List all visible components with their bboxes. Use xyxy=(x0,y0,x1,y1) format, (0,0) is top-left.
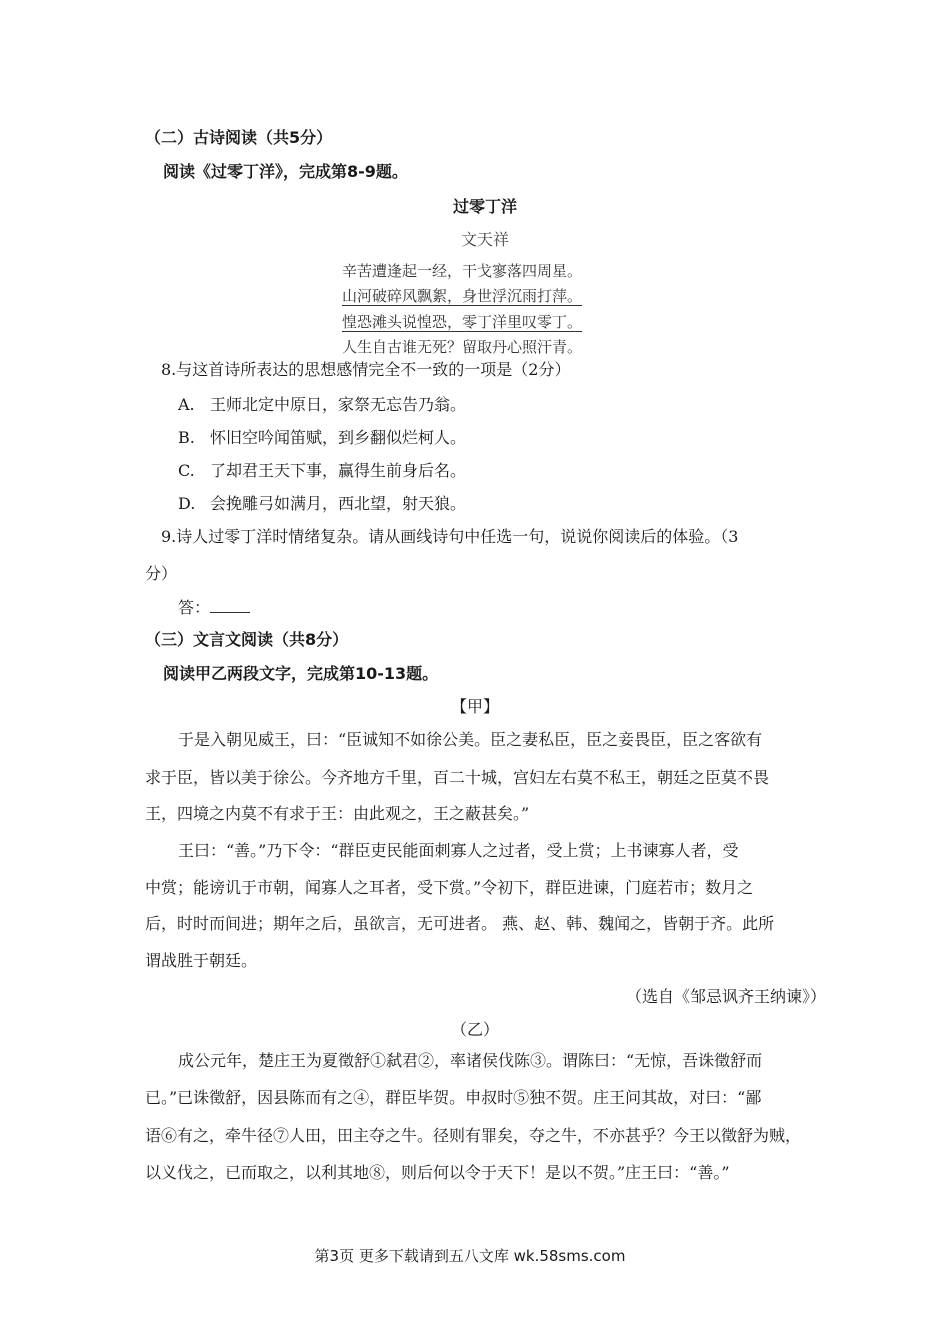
jia-source: （选自《邹忌讽齐王纳谏》） xyxy=(626,987,827,1006)
poem-line-4: 人生自古谁无死？留取丹心照汗青。 xyxy=(342,338,583,356)
answer-line xyxy=(178,597,250,619)
option-text: 了却君王天下事，赢得生前身后名。 xyxy=(210,461,467,480)
question-9-line-1: 9.诗人过零丁洋时情绪复杂。请从画线诗句中任选一句，说说你阅读后的体验。（3 xyxy=(161,527,739,546)
jia-line-4: 王曰：“善。”乃下令：“群臣吏民能面刺寡人之过者，受上赏；上书谏寡人者，受 xyxy=(178,841,739,860)
poem-line-1: 辛苦遭逢起一经，干戈寥落四周星。 xyxy=(342,262,583,280)
yi-line-3: 语⑥有之，牵牛径⑦人田，田主夺之牛。径则有罪矣，夺之牛，不亦甚乎？今王以徵舒为贼， xyxy=(145,1126,802,1145)
option-letter: C. xyxy=(178,461,195,480)
q8-option-a xyxy=(178,394,467,416)
yi-title: （乙） xyxy=(450,1020,499,1039)
option-letter: B. xyxy=(178,428,195,447)
question-8: 8.与这首诗所表达的思想感情完全不一致的一项是（2分） xyxy=(161,360,571,379)
jia-line-3: 王，四境之内莫不有求于王：由此观之，王之蔽甚矣。” xyxy=(145,804,530,823)
answer-blank[interactable] xyxy=(210,598,250,613)
page-footer: 第3页 更多下载请到五八文库 wk.58sms.com xyxy=(314,1247,626,1265)
option-letter: A. xyxy=(178,395,195,414)
section3-instruction: 阅读甲乙两段文字，完成第10-13题。 xyxy=(163,664,439,683)
q8-option-d xyxy=(178,493,467,515)
option-text: 会挽雕弓如满月，西北望，射天狼。 xyxy=(210,494,467,513)
poem-author: 文天祥 xyxy=(460,230,509,249)
jia-line-1: 于是入朝见威王，曰：“臣诚知不如徐公美。臣之妻私臣，臣之妾畏臣，臣之客欲有 xyxy=(178,730,763,749)
jia-title: 【甲】 xyxy=(450,697,499,716)
jia-line-5: 中赏；能谤讥于市朝，闻寡人之耳者，受下赏。”令初下，群臣进谏，门庭若市；数月之 xyxy=(145,878,754,897)
answer-label: 答： xyxy=(178,598,211,617)
jia-line-7: 谓战胜于朝廷。 xyxy=(145,951,258,970)
poem-line-2: 山河破碎风飘絮，身世浮沉雨打萍。 xyxy=(342,287,583,305)
section3-heading: （三）文言文阅读（共8分） xyxy=(145,630,349,649)
yi-line-4: 以义伐之，已而取之，以利其地⑧，则后何以令于天下！是以不贺。”庄王曰：“善。” xyxy=(145,1163,730,1182)
q8-option-b xyxy=(178,427,467,449)
option-letter: D. xyxy=(178,494,196,513)
poem-title: 过零丁洋 xyxy=(452,197,517,216)
option-text: 王师北定中原日，家祭无忘告乃翁。 xyxy=(210,395,467,414)
option-text: 怀旧空吟闻笛赋，到乡翻似烂柯人。 xyxy=(210,428,467,447)
yi-line-1: 成公元年，楚庄王为夏徵舒①弑君②，率诸侯伐陈③。谓陈曰：“无惊，吾诛徵舒而 xyxy=(178,1051,763,1070)
section2-heading: （二）古诗阅读（共5分） xyxy=(145,128,333,147)
jia-line-6: 后，时时而间进；期年之后，虽欲言，无可进者。 燕、赵、韩、魏闻之，皆朝于齐。此所 xyxy=(145,914,775,933)
poem-line-3: 惶恐滩头说惶恐，零丁洋里叹零丁。 xyxy=(342,313,583,331)
question-9-line-2: 分） xyxy=(145,564,178,583)
jia-line-2: 求于臣，皆以美于徐公。今齐地方千里，百二十城，宫妇左右莫不私王，朝廷之臣莫不畏 xyxy=(145,768,770,787)
section2-instruction: 阅读《过零丁洋》，完成第8-9题。 xyxy=(163,162,408,181)
yi-line-2: 已。”已诛徵舒，因县陈而有之④，群臣毕贺。申叔时⑤独不贺。庄王问其故，对曰：“鄙 xyxy=(145,1088,762,1107)
q8-option-c xyxy=(178,460,467,482)
